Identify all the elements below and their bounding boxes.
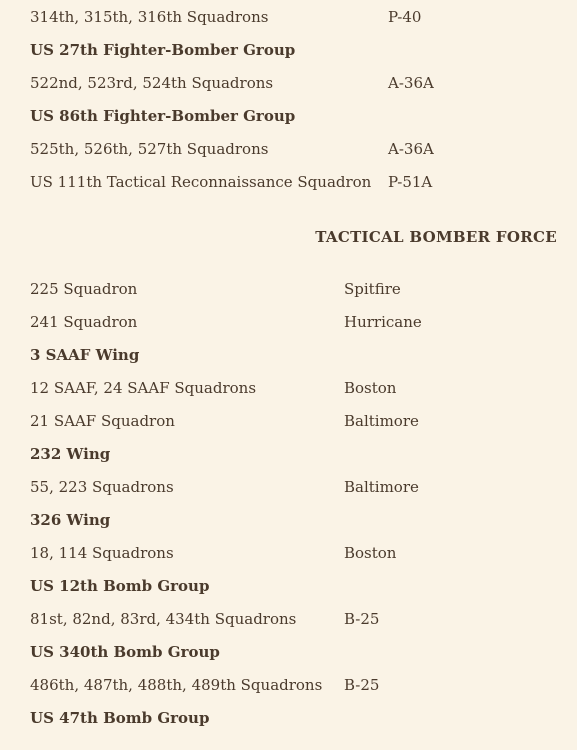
unit-name: 12 SAAF, 24 SAAF Squadrons bbox=[30, 379, 257, 397]
unit-name: 81st, 82nd, 83rd, 434th Squadrons bbox=[30, 610, 297, 628]
unit-name: 525th, 526th, 527th Squadrons bbox=[30, 140, 269, 158]
aircraft-type: Baltimore bbox=[344, 478, 419, 496]
aircraft-type: B-25 bbox=[344, 610, 380, 628]
group-name: US 86th Fighter-Bomber Group bbox=[30, 107, 296, 125]
group-name: US 27th Fighter-Bomber Group bbox=[30, 41, 296, 59]
aircraft-type: P-40 bbox=[388, 8, 422, 26]
aircraft-type: P-51A bbox=[388, 173, 433, 191]
aircraft-type: Spitfire bbox=[344, 280, 401, 298]
unit-name: 522nd, 523rd, 524th Squadrons bbox=[30, 74, 274, 92]
aircraft-type: Boston bbox=[344, 379, 397, 397]
unit-name: 55, 223 Squadrons bbox=[30, 478, 174, 496]
unit-name: 21 SAAF Squadron bbox=[30, 412, 175, 430]
aircraft-type: B-25 bbox=[344, 676, 380, 694]
aircraft-type: A-36A bbox=[388, 74, 434, 92]
group-name: 3 SAAF Wing bbox=[30, 346, 140, 364]
unit-name: 314th, 315th, 316th Squadrons bbox=[30, 8, 269, 26]
group-name: 232 Wing bbox=[30, 445, 111, 463]
group-name: 326 Wing bbox=[30, 511, 111, 529]
aircraft-type: Hurricane bbox=[344, 313, 422, 331]
unit-name: 486th, 487th, 488th, 489th Squadrons bbox=[30, 676, 323, 694]
aircraft-type: Baltimore bbox=[344, 412, 419, 430]
aircraft-type: Boston bbox=[344, 544, 397, 562]
unit-name: 241 Squadron bbox=[30, 313, 138, 331]
group-name: US 340th Bomb Group bbox=[30, 643, 220, 661]
unit-name: 18, 114 Squadrons bbox=[30, 544, 174, 562]
unit-name: 225 Squadron bbox=[30, 280, 138, 298]
unit-name: US 111th Tactical Reconnaissance Squadron bbox=[30, 173, 372, 191]
section-heading: TACTICAL BOMBER FORCE bbox=[315, 228, 557, 246]
group-name: US 47th Bomb Group bbox=[30, 709, 210, 727]
group-name: US 12th Bomb Group bbox=[30, 577, 210, 595]
aircraft-type: A-36A bbox=[388, 140, 434, 158]
